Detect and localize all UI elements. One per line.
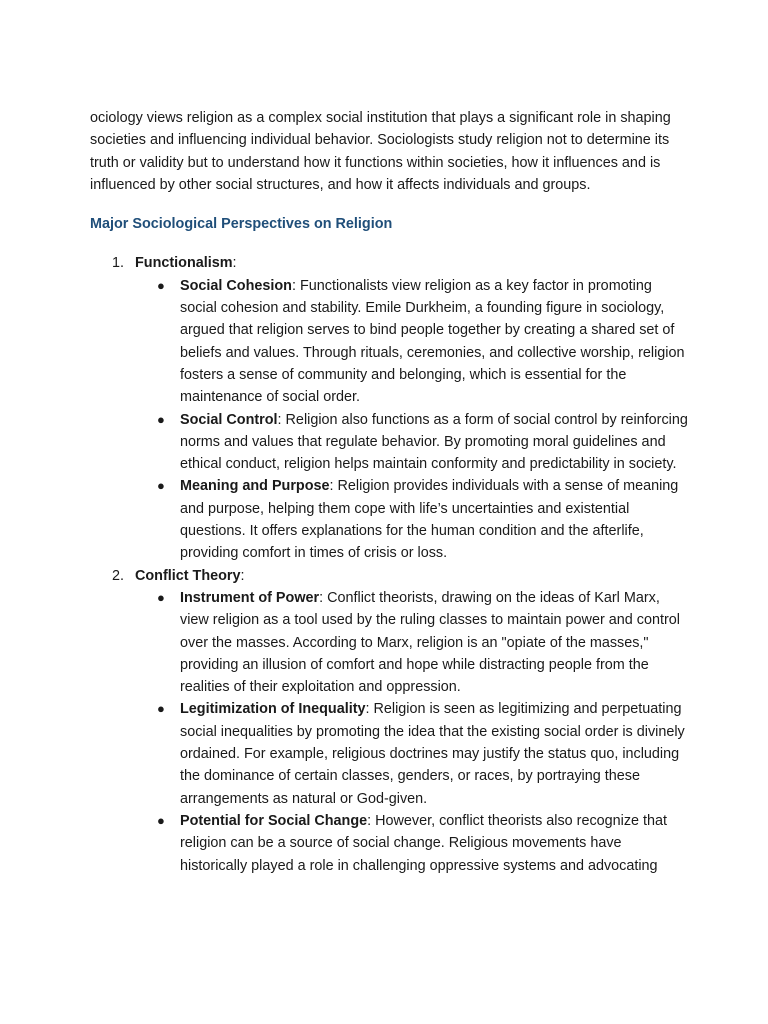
perspective-title: Functionalism: [135, 255, 233, 272]
perspective-title: Conflict Theory: [135, 567, 241, 584]
intro-paragraph: ociology views religion as a complex social institution that plays a significant role in shaping societies and influencing individual behavior. Sociologists study religion not to determine its truth or validity but to understand how it functions within societies, how it influences and is influenced by other social structures, and how it affects individuals and groups.: [90, 110, 671, 193]
list-number: 1.: [112, 255, 125, 272]
point-text: : Conflict theorists, drawing on the ideas of Karl Marx, view religion as a tool used by the ruling classes to maintain power and control over the masses. According to Marx, religion is an "opiate of the masses," providing an illusion of comfort and hope while distracting people from the realities of their exploitation and oppression.: [180, 589, 680, 696]
point-text: : Functionalists view religion as a key factor in promoting social cohesion and stability. Emile Durkheim, a founding figure in sociology, argued that religion serves to bind people together by creating a shared set of beliefs and values. Through rituals, ceremonies, and collective worship, religion fosters a sense of community and belonging, which is essential for the maintenance of social order.: [180, 277, 685, 406]
point-text: : Religion is seen as legitimizing and perpetuating social inequalities by promoting the idea that the existing social order is divinely ordained. For example, religious doctrines may justify the status quo, including the dominance of certain classes, genders, or races, by portraying these arrangements as natural or God-given.: [180, 701, 685, 807]
perspectives-list: [90, 252, 690, 876]
point-term: Potential for Social Change: [180, 812, 368, 829]
list-number: 2.: [112, 567, 125, 584]
bullet-icon: ●: [157, 812, 165, 828]
colon: :: [232, 255, 237, 272]
points-list: [135, 587, 690, 877]
point-text: : However, conflict theorists also recognize that religion can be a source of social change. Religious movements have historically played a role in challenging oppressive systems and advocating: [180, 812, 668, 874]
point-meaning-purpose: [135, 475, 690, 564]
point-social-change: [135, 810, 690, 877]
points-list: [135, 275, 690, 565]
bullet-icon: ●: [157, 277, 165, 293]
point-term: Social Cohesion: [180, 277, 292, 294]
perspective-conflict-theory: [90, 565, 690, 877]
point-text: : Religion also functions as a form of social control by reinforcing norms and values that regulate behavior. By promoting moral guidelines and ethical conduct, religion helps maintain conformity and predictability in society.: [180, 411, 688, 473]
perspective-functionalism: [90, 252, 690, 564]
bullet-icon: ●: [157, 589, 165, 605]
point-term: Instrument of Power: [180, 589, 320, 606]
point-legitimization: [135, 698, 690, 809]
point-text: : Religion provides individuals with a sense of meaning and purpose, helping them cope with life’s uncertainties and existential questions. It offers explanations for the human condition and the afterlife, providing comfort in times of crisis or loss.: [180, 478, 679, 562]
bullet-icon: ●: [157, 701, 165, 717]
point-term: Social Control: [180, 411, 278, 428]
colon: :: [240, 567, 245, 584]
bullet-icon: ●: [157, 478, 165, 494]
bullet-icon: ●: [157, 411, 165, 427]
point-instrument-of-power: [135, 587, 690, 698]
point-term: Meaning and Purpose: [180, 478, 330, 495]
point-social-control: [135, 409, 690, 476]
section-heading: Major Sociological Perspectives on Religion: [90, 216, 393, 233]
point-social-cohesion: [135, 275, 690, 409]
document-page: [90, 107, 690, 877]
point-term: Legitimization of Inequality: [180, 701, 366, 718]
